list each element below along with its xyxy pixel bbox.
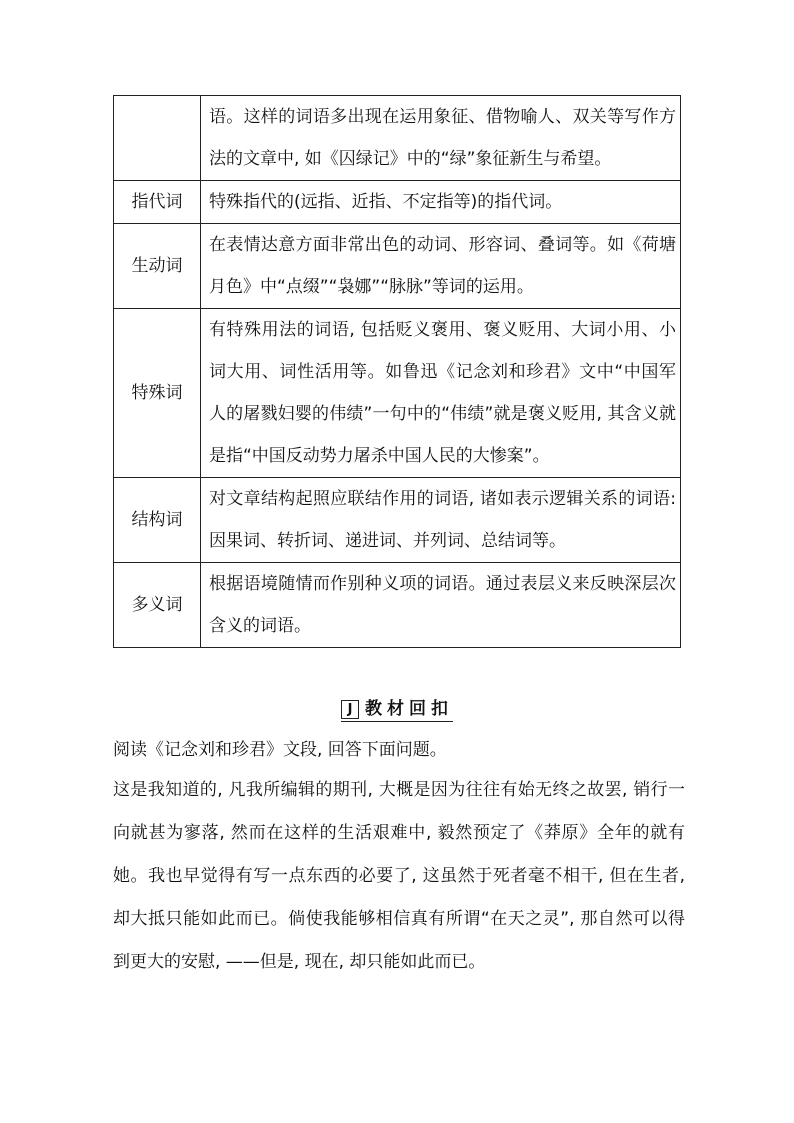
section-badge-icon: J <box>341 700 359 719</box>
reading-section <box>113 731 685 984</box>
term-cell: 指代词 <box>114 181 201 224</box>
reading-prompt: 阅读《记念刘和珍君》文段, 回答下面问题。 <box>113 740 447 760</box>
section-heading <box>0 694 794 722</box>
table-row <box>114 309 681 478</box>
description-cell: 在表情达意方面非常出色的动词、形容词、叠词等。如《荷塘月色》中“点缀”“袅娜”“脉脉”等词的运用。 <box>201 224 681 309</box>
table-row <box>114 96 681 181</box>
description-cell: 特殊指代的(远指、近指、不定指等)的指代词。 <box>201 181 681 224</box>
term-cell: 结构词 <box>114 478 201 563</box>
description-cell: 根据语境随情而作别种义项的词语。通过表层义来反映深层次含义的词语。 <box>201 563 681 648</box>
section-heading-underline <box>341 694 453 722</box>
description-cell: 对文章结构起照应联结作用的词语, 诸如表示逻辑关系的词语:因果词、转折词、递进词、并列词、总结词等。 <box>201 478 681 563</box>
term-cell: 生动词 <box>114 224 201 309</box>
description-cell: 有特殊用法的词语, 包括贬义褒用、褒义贬用、大词小用、小词大用、词性活用等。如鲁迅《记念刘和珍君》文中“中国军人的屠戮妇婴的伟绩”一句中的“伟绩”就是褒义贬用, 其含义就是指“中国反动势力屠杀中国人民的大惨案”。 <box>201 309 681 478</box>
table-row <box>114 563 681 648</box>
description-cell: 语。这样的词语多出现在运用象征、借物喻人、双关等写作方法的文章中, 如《囚绿记》中的“绿”象征新生与希望。 <box>201 96 681 181</box>
term-cell <box>114 96 201 181</box>
term-cell: 特殊词 <box>114 309 201 478</box>
reading-passage: 这是我知道的, 凡我所编辑的期刊, 大概是因为往往有始无终之故罢, 销行一向就甚为寥落, 然而在这样的生活艰难中, 毅然预定了《莽原》全年的就有她。我也早觉得有写一点东西的必要了, 这虽然于死者毫不相干, 但在生者, 却大抵只能如此而已。倘使我能够相信真有所谓“在天之灵”, 那自然可以得到更大的安慰, ——但是, 现在, 却只能如此而已。 <box>113 780 685 972</box>
table-row <box>114 478 681 563</box>
section-title: 教材回扣 <box>365 699 453 719</box>
word-type-table <box>113 95 681 648</box>
table-row <box>114 181 681 224</box>
term-cell: 多义词 <box>114 563 201 648</box>
table-row <box>114 224 681 309</box>
